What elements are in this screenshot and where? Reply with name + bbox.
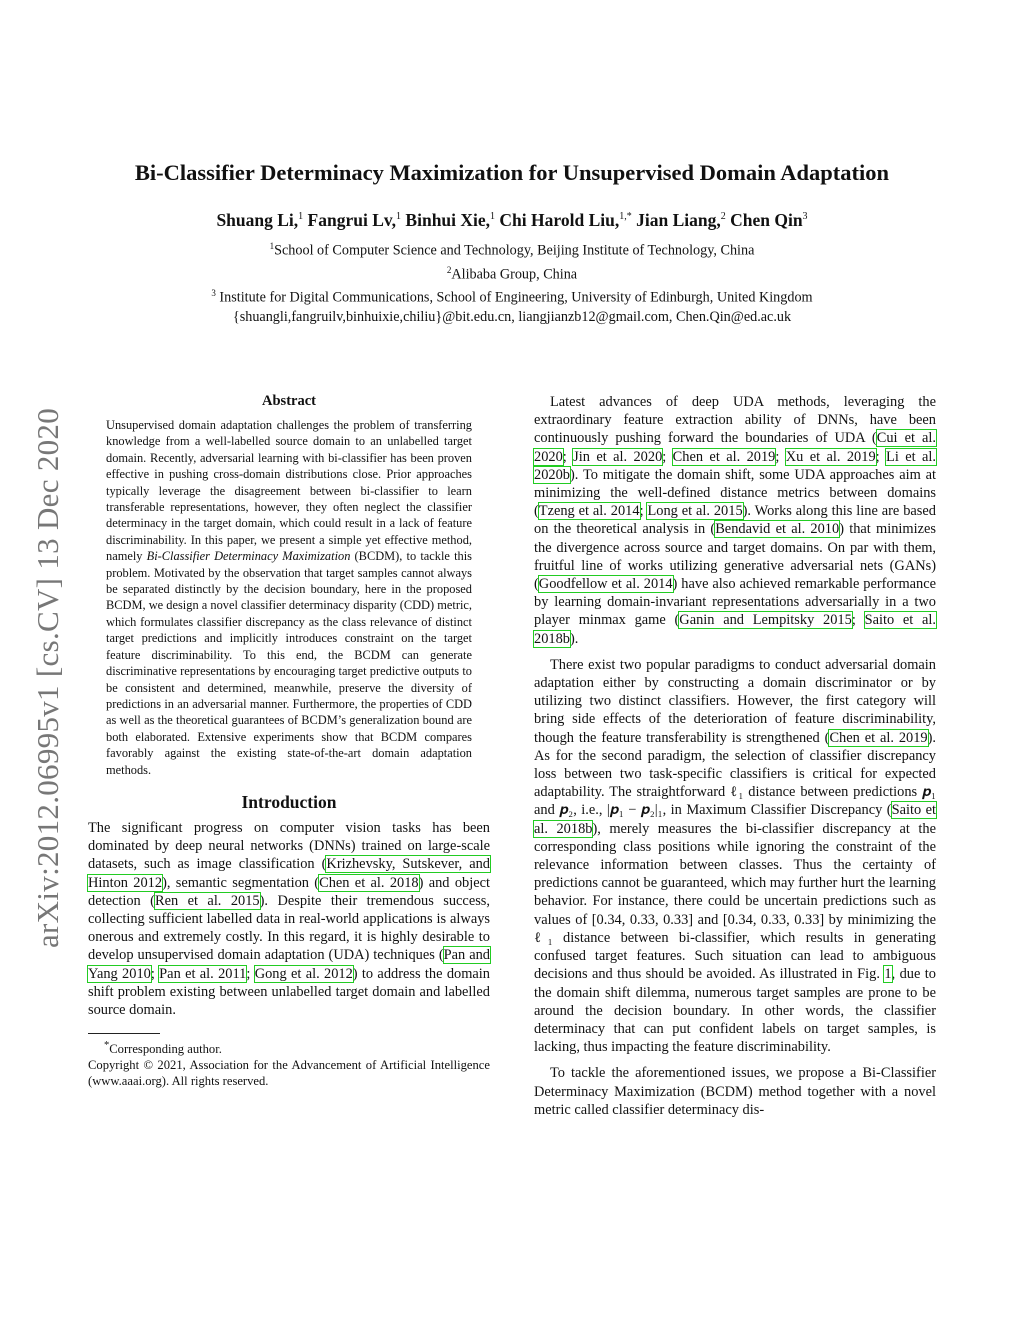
abstract-heading: Abstract xyxy=(262,393,316,409)
citation-link[interactable]: Jin et al. 2020 xyxy=(573,448,663,465)
citation-link[interactable]: Bendavid et al. 2010 xyxy=(715,521,840,538)
author: Chen Qin$^3$ xyxy=(730,210,808,230)
citation-link[interactable]: Goodfellow et al. 2014 xyxy=(538,576,673,593)
citation-link[interactable]: Saito et al. 2018b xyxy=(534,612,936,647)
citation-link[interactable]: Li et al. 2020b xyxy=(534,448,936,483)
intro-paragraph-1: The significant progress on computer vision tasks has been dominated by deep neural networks (DNNs) trained on large-scale datasets, such as image classification (Krizhevsky, Sutskever, and Hinton 2012), semantic segmentation (Chen et al. 2018) and object detection (Ren et al. 2015). Despite their tremendous success, collecting sufficient labelled data in real-world applications is always onerous and extremely costly. In this regard, it is highly desirable to develop unsupervised domain adaptation (UDA) techniques (Pan and Yang 2010; Pan et al. 2011; Gong et al. 2012) to address the domain shift problem existing between unlabelled target domain and labelled source domain. xyxy=(88,819,491,1018)
citation-link[interactable]: Ganin and Lempitsky 2015 xyxy=(679,612,852,629)
citation-link[interactable]: Krizhevsky, Sutskever, and Hinton 2012 xyxy=(88,856,490,891)
author: Shuang Li,$^1$ xyxy=(216,210,304,230)
citation-link[interactable]: Tzeng et al. 2014 xyxy=(538,503,640,520)
footnote-corresponding: *Corresponding author. xyxy=(104,1040,222,1057)
footnote-copyright: Copyright © 2021, Association for the Advancement of Artificial Intelligence (www.aaai.org). All rights reserved. xyxy=(88,1058,490,1089)
arxiv-stamp: arXiv:2012.06995v1 [cs.CV] 13 Dec 2020 xyxy=(30,407,65,948)
affiliation-3: $^3$ Institute for Digital Communications, School of Engineering, University of Edinburgh, United Kingdom xyxy=(211,288,813,307)
author: Chi Harold Liu,$^{1,*}$ xyxy=(499,210,632,230)
citation-link[interactable]: Saito et al. 2018b xyxy=(534,802,936,837)
affiliations xyxy=(60,237,964,327)
citation-link[interactable]: Xu et al. 2019 xyxy=(785,448,876,465)
left-column xyxy=(88,393,490,1089)
author-list xyxy=(60,210,964,231)
citation-link[interactable]: Cui et al. 2020 xyxy=(534,430,936,465)
citation-link[interactable]: Long et al. 2015 xyxy=(647,503,743,520)
author: Binhui Xie,$^1$ xyxy=(405,210,496,230)
citation-link[interactable]: Gong et al. 2012 xyxy=(254,965,353,982)
citation-link[interactable]: Ren et al. 2015 xyxy=(154,892,260,909)
introduction-heading: Introduction xyxy=(241,791,337,812)
affiliation-2: $^2$Alibaba Group, China xyxy=(446,264,578,283)
body-paragraph-3: To tackle the aforementioned issues, we propose a Bi-Classifier Determinacy Maximization (BCDM) method together with a novel metric called classifier determinacy dis- xyxy=(534,1065,936,1118)
right-column xyxy=(534,393,936,1119)
citation-link[interactable]: Chen et al. 2019 xyxy=(672,448,776,465)
citation-link[interactable]: Pan and Yang 2010 xyxy=(88,947,490,982)
citation-link[interactable]: Chen et al. 2019 xyxy=(829,729,928,746)
body-paragraph-2: There exist two popular paradigms to conduct adversarial domain adaptation either by constructing a domain discriminator or by utilizing two distinct classifiers. However, the first category will bring side effects of the deterioration of feature discriminability, though the feature transferability is strengthened (Chen et al. 2019). As for the second paradigm, the selection of classifier discrepancy loss between two task-specific classifiers is critical for expected adaptability. The straightforward ℓ₁ distance between predictions 𝒑₁ and 𝒑₂, i.e., |𝒑₁ − 𝒑₂|₁, in Maximum Classifier Discrepancy (Saito et al. 2018b), merely measures the bi-classifier discrepancy at the corresponding class positions while ignoring the constraint of the relevance information between classes. Thus the certainty of predictions cannot be guaranteed, which may further hurt the learning behavior. For instance, there could be uncertain predictions such as values of [0.34, 0.33, 0.33] and [0.34, 0.33, 0.33] by minimizing the ℓ₁ distance between bi-classifier, which results in generating confused target features. Such situation can lead to ambiguous decisions and thus should be avoided. As illustrated in Fig. 1, due to the domain shift dilemma, numerous target samples are prone to be around the decision boundary. In other words, the classifier determinacy that can put confident labels on target samples, is lacking, thus impacting the feature discriminability. xyxy=(534,656,937,1056)
author: Fangrui Lv,$^1$ xyxy=(307,210,402,230)
abstract-text: Unsupervised domain adaptation challenges the problem of transferring knowledge from a well-labelled source domain to an unlabelled target domain. Recently, adversarial learning with bi-classifier has been proven effective in pushing cross-domain distributions close. Prior approaches typically leverage the disagreement between bi-classifier to learn transferable representations, however, they often neglect the classifier determinacy in the target domain, which could result in a lack of feature discriminability. In this paper, we present a simple yet effective method, namely Bi-Classifier Determinacy Maximization (BCDM), to tackle this problem. Motivated by the observation that target samples cannot always be separated distinctly by the decision boundary, here in the proposed BCDM, we design a novel classifier determinacy disparity (CDD) metric, which formulates classifier discrepancy as the class relevance of distinct target predictions and implicitly introduces constraint on the target feature discriminability. To this end, the BCDM can generate discriminative representations by encouraging target predictive outputs to be consistent and determined, meanwhile, preserve the diversity of predictions in an adversarial manner. Furthermore, the properties of CDD as well as the theoretical guarantees of BCDM’s generalization bound are both elaborated. Extensive experiments show that BCDM compares favorably against the existing state-of-the-art domain adaptation methods. xyxy=(106,418,472,777)
author: Jian Liang,$^2$ xyxy=(636,210,726,230)
citation-link[interactable]: Pan et al. 2011 xyxy=(159,965,247,982)
author-emails[interactable]: {shuangli,fangruilv,binhuixie,chiliu}@bit.edu.cn, liangjianzb12@gmail.com, Chen.Qin@ed.ac.uk xyxy=(232,309,792,326)
affiliation-1: $^1$School of Computer Science and Technology, Beijing Institute of Technology, China xyxy=(269,241,755,259)
figure-link[interactable]: 1 xyxy=(884,966,892,983)
citation-link[interactable]: Chen et al. 2018 xyxy=(319,874,419,891)
footnote-divider xyxy=(88,1033,160,1034)
paper-title: Bi-Classifier Determinacy Maximization for Unsupervised Domain Adaptation xyxy=(134,160,890,185)
body-paragraph-1: Latest advances of deep UDA methods, leveraging the extraordinary feature extraction ability of DNNs, have been continuously pushing forward the boundaries of UDA (Cui et al. 2020; Jin et al. 2020; Chen et al. 2019; Xu et al. 2019; Li et al. 2020b). To mitigate the domain shift, some UDA approaches aim at minimizing the well-defined distance metrics between domains (Tzeng et al. 2014; Long et al. 2015). Works along this line are based on the theoretical analysis in (Bendavid et al. 2010) that minimizes the divergence across source and target domains. On par with them, fruitful line of works utilizing generative adversarial nets (GANs) (Goodfellow et al. 2014) have also achieved remarkable performance by learning domain-invariant representations adversarially in a two player minmax game (Ganin and Lempitsky 2015; Saito et al. 2018b). xyxy=(534,394,936,647)
